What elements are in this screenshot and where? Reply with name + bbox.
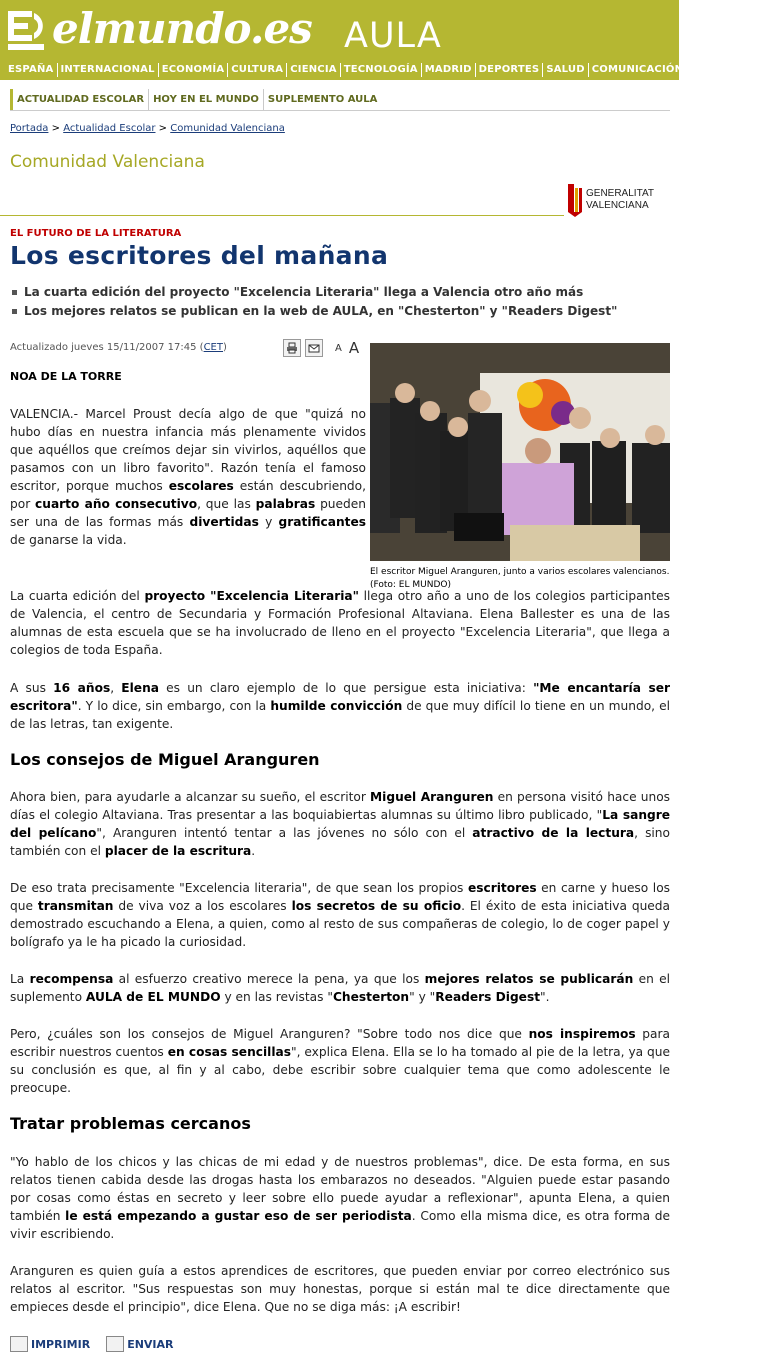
article-tools (283, 339, 359, 357)
article-paragraph-6: La recompensa al esfuerzo creativo merece la pena, ya que los mejores relatos se publicarán en el suplemento AULA de EL MUNDO y en las revistas "Chesterton" y "Readers Digest". (10, 972, 670, 1004)
breadcrumb-actualidad-escolar[interactable]: Actualidad Escolar (63, 123, 156, 134)
article-author: NOA DE LA TORRE (10, 370, 122, 383)
article-paragraph-5: De eso trata precisamente "Excelencia literaria", de que sean los propios escritores en carne y hueso los que transmitan de viva voz a los escolares los secretos de su oficio. El éxito de esta iniciativa queda demostrado escuchando a Elena, a quien, como al resto de sus compañeras de colegio, lo de coger papel y bolígrafo ya le ha picado la curiosidad. (10, 881, 670, 949)
subnav-suplemento-aula[interactable]: SUPLEMENTO AULA (263, 89, 381, 110)
nav-comunicacion[interactable]: COMUNICACIÓN (589, 63, 687, 77)
generalitat-valenciana-logo[interactable] (566, 182, 654, 218)
print-label: IMPRIMIR (31, 1337, 91, 1351)
send-label: ENVIAR (127, 1337, 174, 1351)
nav-espana[interactable]: ESPAÑA (0, 63, 58, 77)
breadcrumb-comunidad-valenciana[interactable]: Comunidad Valenciana (170, 123, 285, 134)
subhead-problemas: Tratar problemas cercanos (10, 1114, 251, 1133)
nav-ciencia[interactable]: CIENCIA (287, 63, 340, 77)
article-headline: Los escritores del mañana (10, 241, 389, 270)
nav-economia[interactable]: ECONOMÍA (159, 63, 229, 77)
summary-item: Los mejores relatos se publican en la web de AULA, en "Chesterton" y "Readers Digest" (12, 302, 617, 321)
sub-navigation (10, 89, 670, 111)
nav-tecnologia[interactable]: TECNOLOGÍA (341, 63, 422, 77)
update-timestamp (10, 342, 227, 353)
timezone-link[interactable]: CET (203, 342, 223, 353)
breadcrumb-portada[interactable]: Portada (10, 123, 49, 134)
elmundo-logo-icon[interactable] (6, 9, 46, 51)
section-divider (0, 215, 564, 216)
article-photo[interactable] (370, 343, 670, 561)
breadcrumb-separator: > (158, 123, 168, 134)
updated-text: Actualizado jueves 15/11/2007 17:45 ( (10, 342, 204, 353)
article-summary (12, 283, 617, 321)
photo-image (370, 343, 670, 561)
print-button[interactable] (10, 1336, 90, 1352)
article-paragraph-7: Pero, ¿cuáles son los consejos de Miguel Aranguren? "Sobre todo nos dice que nos inspiremos para escribir nuestros cuentos en cosas sencillas", explica Elena. Ella se lo ha tomado al pie de la letra, ya que su conclusión es que, al fin y al cabo, debe escribir sobre cualquier tema que como adolescente le preocupe. (10, 1027, 670, 1095)
logo-aula[interactable]: AULA (344, 16, 442, 56)
masthead (0, 0, 679, 60)
subhead-consejos: Los consejos de Miguel Aranguren (10, 750, 320, 769)
article-paragraph-2: La cuarta edición del proyecto "Excelencia Literaria" llega otro año a uno de los colegios participantes de Valencia, el centro de Secundaria y Formación Profesional Altaviana. Elena Ballester es una de las alumnas de esta escuela que se ha involucrado de lleno en el proyecto "Excelencia Literaria", que llega a colegios de toda España. (10, 589, 670, 657)
nav-madrid[interactable]: MADRID (422, 63, 476, 77)
section-title: Comunidad Valenciana (10, 152, 205, 172)
subnav-actualidad-escolar[interactable]: ACTUALIDAD ESCOLAR (10, 89, 148, 110)
nav-internacional[interactable]: INTERNACIONAL (58, 63, 159, 77)
nav-deportes[interactable]: DEPORTES (476, 63, 544, 77)
logo-text[interactable]: elmundo.es (52, 4, 312, 53)
article-paragraph-3: A sus 16 años, Elena es un claro ejemplo de lo que persigue esta iniciativa: "Me encantaría ser escritora". Y lo dice, sin embargo, con la humilde convicción de que muy difícil lo tiene en un mundo, el de las letras, tan exigente. (10, 681, 671, 731)
updated-close: ) (223, 342, 227, 353)
subnav-hoy-en-el-mundo[interactable]: HOY EN EL MUNDO (148, 89, 263, 110)
breadcrumb (10, 123, 285, 134)
print-icon[interactable] (283, 339, 301, 357)
sponsor-line2: VALENCIANA (586, 200, 649, 211)
article-paragraph-1: VALENCIA.- Marcel Proust decía algo de que "quizá no hubo días en nuestra infancia más plenamente vividos que aquéllos que creímos dejar sin vivirlos, aquéllos que pasamos con un libro favorito". Razón tenía el famoso escritor, porque muchos escolares están descubriendo, por cuarto año consecutivo, que las palabras pueden ser una de las formas más divertidas y gratificantes de ganarse la vida. (10, 407, 366, 547)
photo-caption: El escritor Miguel Aranguren, junto a varios escolares valencianos. (Foto: EL MUNDO) (370, 567, 670, 590)
font-decrease-button[interactable]: A (335, 342, 342, 354)
article-paragraph-4: Ahora bien, para ayudarle a alcanzar su sueño, el escritor Miguel Aranguren en persona visitó hace unos días el colegio Altaviana. Tras presentar a las boquiabiertas alumnas su último libro publicado, "La sangre del pelícano", Aranguren intentó tentar a las jóvenes no sólo con el atractivo de la lectura, sino también con el placer de la escritura. (10, 790, 671, 858)
breadcrumb-separator: > (51, 123, 61, 134)
article-footer-tools (10, 1336, 174, 1352)
nav-salud[interactable]: SALUD (543, 63, 588, 77)
article-paragraph-9: Aranguren es quien guía a estos aprendices de escritores, que pueden enviar por correo electrónico sus relatos al escritor. "Sus respuestas son muy honestas, porque si están mal te dice directamente que empieces desde el principio", dice Elena. Que no se diga más: ¡A escribir! (10, 1264, 670, 1314)
summary-item: La cuarta edición del proyecto "Excelencia Literaria" llega a Valencia otro año más (12, 283, 617, 302)
nav-cultura[interactable]: CULTURA (228, 63, 287, 77)
article-kicker: EL FUTURO DE LA LITERATURA (10, 228, 182, 239)
top-navigation (0, 60, 759, 80)
sponsor-line1: GENERALITAT (586, 188, 654, 199)
nav-television[interactable]: TELEVISIÓN (687, 63, 762, 77)
font-increase-button[interactable]: A (348, 339, 360, 357)
print-icon (10, 1336, 28, 1352)
send-button[interactable] (106, 1336, 173, 1352)
mail-icon (106, 1336, 124, 1352)
article-paragraph-8: "Yo hablo de los chicos y las chicas de mi edad y de nuestros problemas", dice. De esta forma, en sus relatos tienen cabida desde las drogas hasta los embarazos no deseados. "Alguien puede estar pasando por cosas como éstas en secreto y leer sobre ello puede ayudar a reflexionar", apunta Elena, a quien también le está empezando a gustar eso de ser periodista. Como ella misma dice, es otra forma de vivir escribiendo. (10, 1155, 670, 1241)
send-icon[interactable] (305, 339, 323, 357)
